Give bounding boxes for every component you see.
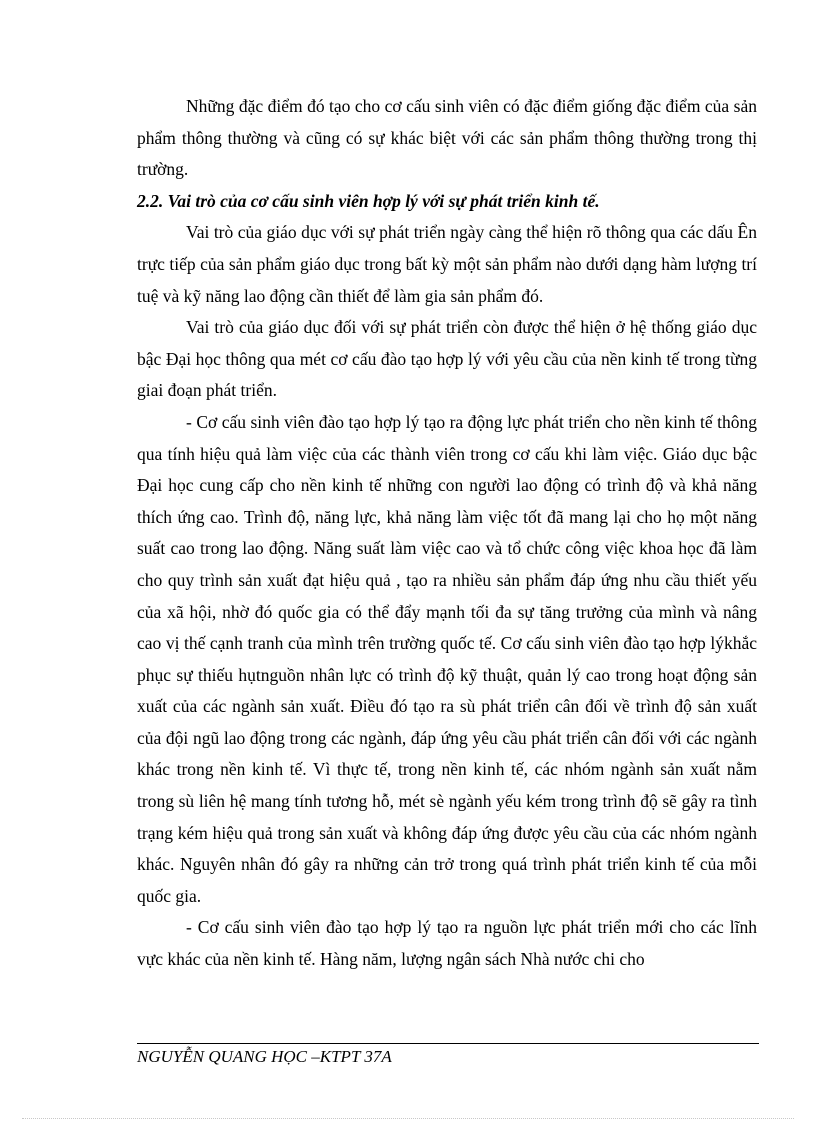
paragraph-higher-education-structure: Vai trò của giáo dục đối với sự phát triển còn được thể hiện ở hệ thống giáo dục bậc Đại học thông qua mét cơ cấu đào tạo hợp lý với yêu cầu của nền kinh tế trong từng giai đoạn phát triển. — [137, 317, 757, 401]
page-bottom-edge — [22, 1118, 794, 1119]
paragraph-new-resources: - Cơ cấu sinh viên đào tạo hợp lý tạo ra nguồn lực phát triển mới cho các lĩnh vực khác của nền kinh tế. Hàng năm, lượng ngân sách Nhà nước chi cho — [137, 917, 757, 970]
footer-divider — [137, 1043, 759, 1044]
paragraph-development-driver: - Cơ cấu sinh viên đào tạo hợp lý tạo ra động lực phát triển cho nền kinh tế thông qua tính hiệu quả làm việc của các thành viên trong cơ cấu khi làm việc. Giáo dục bậc Đại học cung cấp cho nền kinh tế những con người lao động có trình độ và khả năng thích ứng cao. Trình độ, năng lực, khả năng làm việc tốt đã mang lại cho họ một năng suất cao trong lao động. Năng suất làm việc cao và tổ chức công việc khoa học đã làm cho quy trình sản xuất đạt hiệu quả , tạo ra nhiều sản phẩm đáp ứng nhu cầu thiết yếu của xã hội, nhờ đó quốc gia có thể đẩy mạnh tối đa sự tăng trưởng của mình và nâng cao vị thế cạnh tranh của mình trên trường quốc tế. Cơ cấu sinh viên đào tạo hợp lýkhắc phục sự thiếu hụtnguồn nhân lực có trình độ kỹ thuật, quản lý cao trong hoạt động sản xuất của các ngành sản xuất. Điều đó tạo ra sù phát triển cân đối về trình độ sản xuất của đội ngũ lao động trong các ngành, đáp ứng yêu cầu phát triển cân đối với các ngành khác trong nền kinh tế. Vì thực tế, trong nền kinh tế, các nhóm ngành sản xuất nằm trong sù liên hệ mang tính tương hỗ, mét sè ngành yếu kém trong trình độ sẽ gây ra tình trạng kém hiệu quả trong sản xuất và không đáp ứng được yêu cầu của các nhóm ngành khác. Nguyên nhân đó gây ra những cản trở trong quá trình phát triển kinh tế của mỗi quốc gia. — [137, 411, 757, 906]
paragraph-characteristics: Những đặc điểm đó tạo cho cơ cấu sinh viên có đặc điểm giống đặc điểm của sản phẩm thông thường và cũng có sự khác biệt với các sản phẩm thông thường trong thị trường. — [137, 96, 757, 180]
paragraph-role-of-education: Vai trò của giáo dục với sự phát triển ngày càng thể hiện rõ thông qua các dấu Ên trực tiếp của sản phẩm giáo dục trong bất kỳ một sản phẩm nào dưới dạng hàm lượng trí tuệ và kỹ năng lao động cần thiết để làm gia sản phẩm đó. — [137, 222, 757, 306]
footer-author: NGUYỄN QUANG HỌC –KTPT 37A — [137, 1047, 392, 1066]
section-heading-2-2: 2.2. Vai trò của cơ cấu sinh viên hợp lý với sự phát triển kinh tế. — [137, 190, 600, 211]
document-body — [137, 91, 757, 976]
